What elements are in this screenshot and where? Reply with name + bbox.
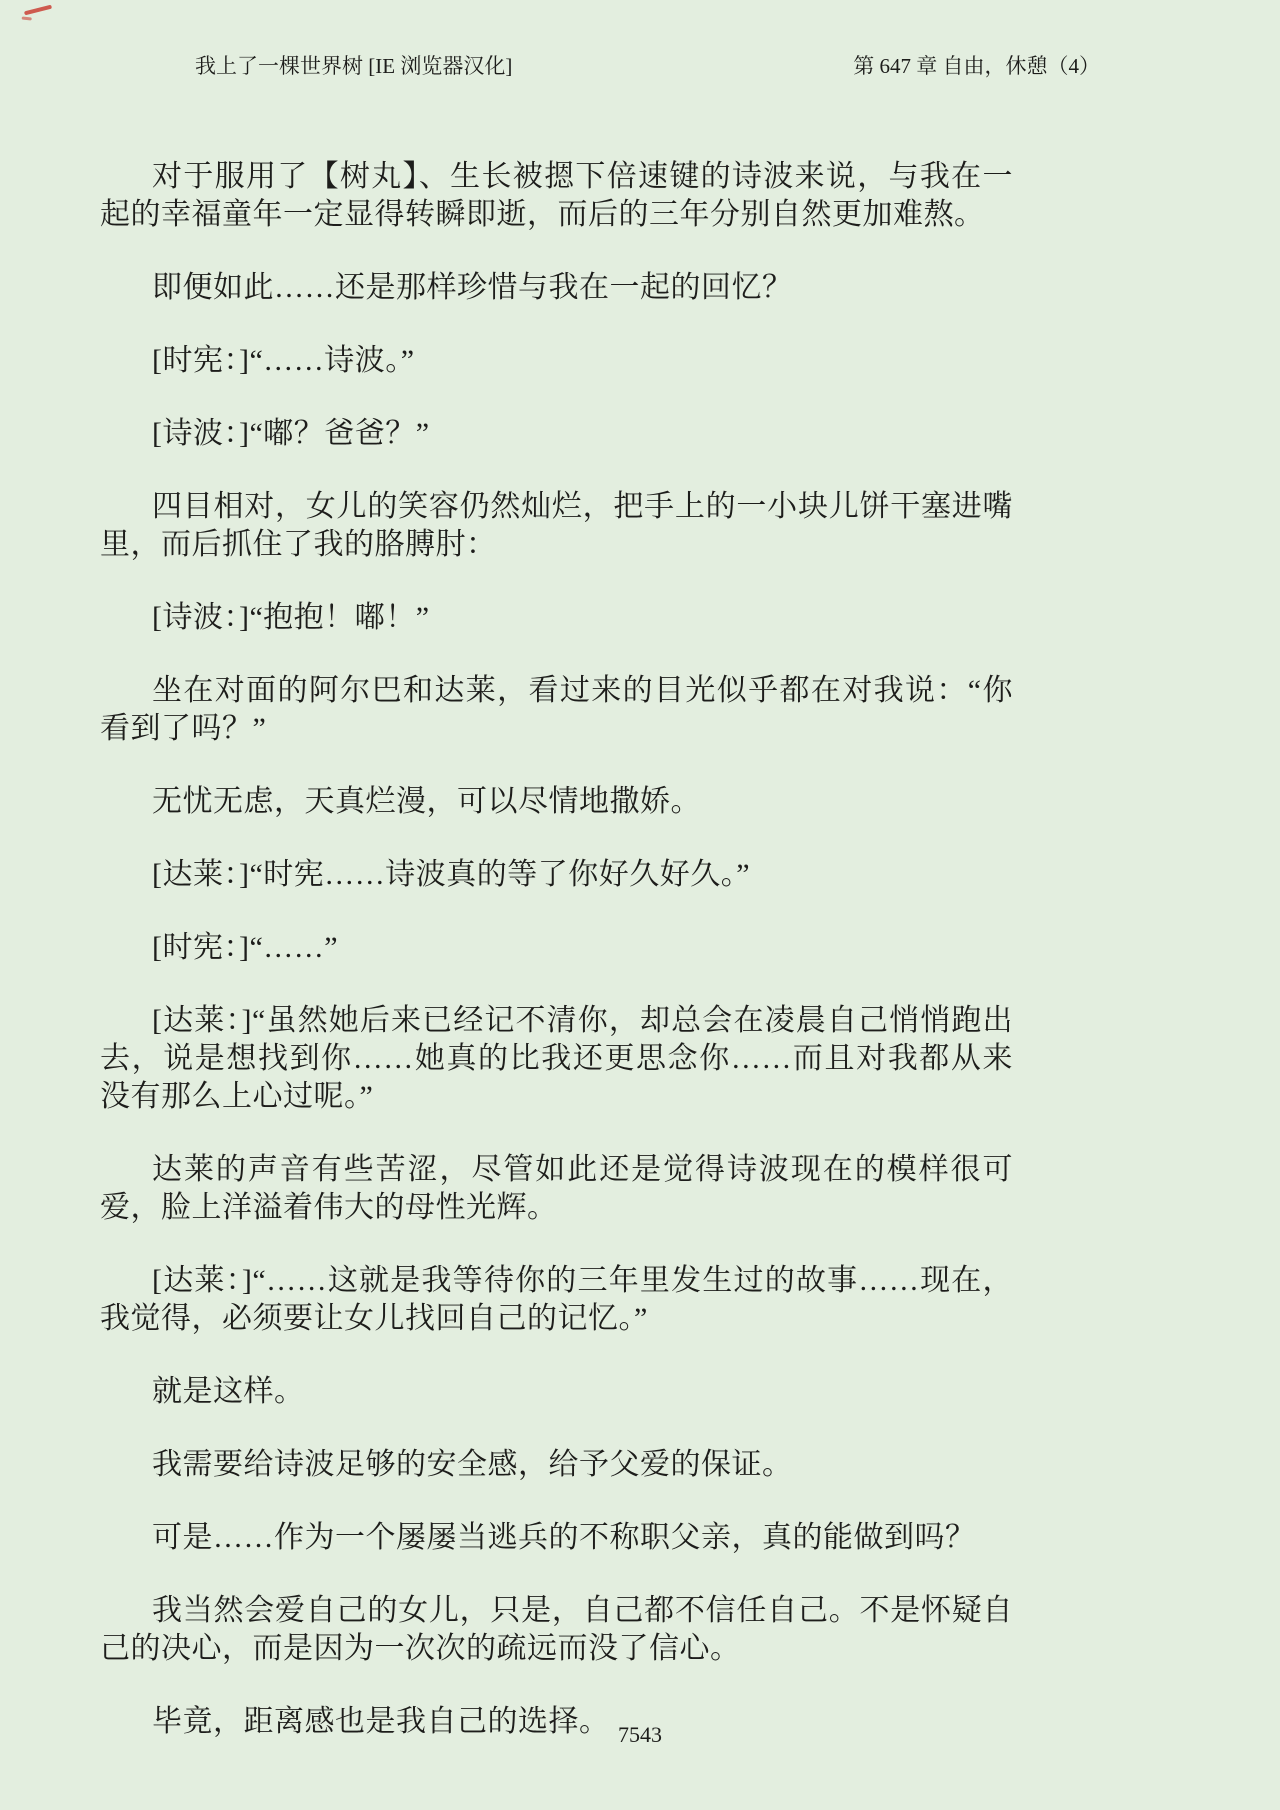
page-header <box>195 53 1100 79</box>
paragraph: 达莱的声音有些苦涩，尽管如此还是觉得诗波现在的模样很可爱，脸上洋溢着伟大的母性光辉。 <box>100 1153 1013 1224</box>
paragraph: [诗波：]“嘟？爸爸？” <box>152 417 430 450</box>
paragraph: 对于服用了【树丸】、生长被摁下倍速键的诗波来说，与我在一起的幸福童年一定显得转瞬即逝，而后的三年分别自然更加难熬。 <box>100 160 1013 231</box>
paragraph: 我当然会爱自己的女儿，只是，自己都不信任自己。不是怀疑自己的决心，而是因为一次次的疏远而没了信心。 <box>100 1594 1013 1665</box>
chapter-body <box>100 158 1013 1776</box>
paragraph: 我需要给诗波足够的安全感，给予父爱的保证。 <box>152 1448 793 1481</box>
paragraph: 四目相对，女儿的笑容仍然灿烂，把手上的一小块儿饼干塞进嘴里，而后抓住了我的胳膊肘： <box>100 490 1013 561</box>
paragraph: [诗波：]“抱抱！嘟！” <box>152 601 430 634</box>
paragraph: 可是……作为一个屡屡当逃兵的不称职父亲，真的能做到吗？ <box>152 1521 976 1554</box>
paragraph: 毕竟，距离感也是我自己的选择。 <box>152 1705 610 1738</box>
paragraph: [达莱：]“……这就是我等待你的三年里发生过的故事……现在，我觉得，必须要让女儿找回自己的记忆。” <box>100 1264 1013 1335</box>
paragraph: [达莱：]“时宪……诗波真的等了你好久好久。” <box>152 858 751 891</box>
book-title: 我上了一棵世界树 [IE 浏览器汉化] <box>195 54 513 78</box>
page-number: 7543 <box>618 1722 662 1747</box>
paragraph: [时宪：]“……” <box>152 931 339 964</box>
red-corner-mark <box>24 5 52 16</box>
paragraph: [达莱：]“虽然她后来已经记不清你，却总会在凌晨自己悄悄跑出去，说是想找到你……她真的比我还更思念你……而且对我都从来没有那么上心过呢。” <box>100 1004 1013 1113</box>
chapter-title: 第 647 章 自由，休憩（4） <box>853 54 1100 78</box>
paragraph: 无忧无虑，天真烂漫，可以尽情地撒娇。 <box>152 785 701 818</box>
paragraph: 坐在对面的阿尔巴和达莱，看过来的目光似乎都在对我说：“你看到了吗？” <box>100 674 1013 745</box>
paragraph: [时宪：]“……诗波。” <box>152 344 415 377</box>
paragraph: 就是这样。 <box>152 1375 305 1408</box>
paragraph: 即便如此……还是那样珍惜与我在一起的回忆？ <box>152 271 793 304</box>
page-footer <box>0 1722 1280 1748</box>
